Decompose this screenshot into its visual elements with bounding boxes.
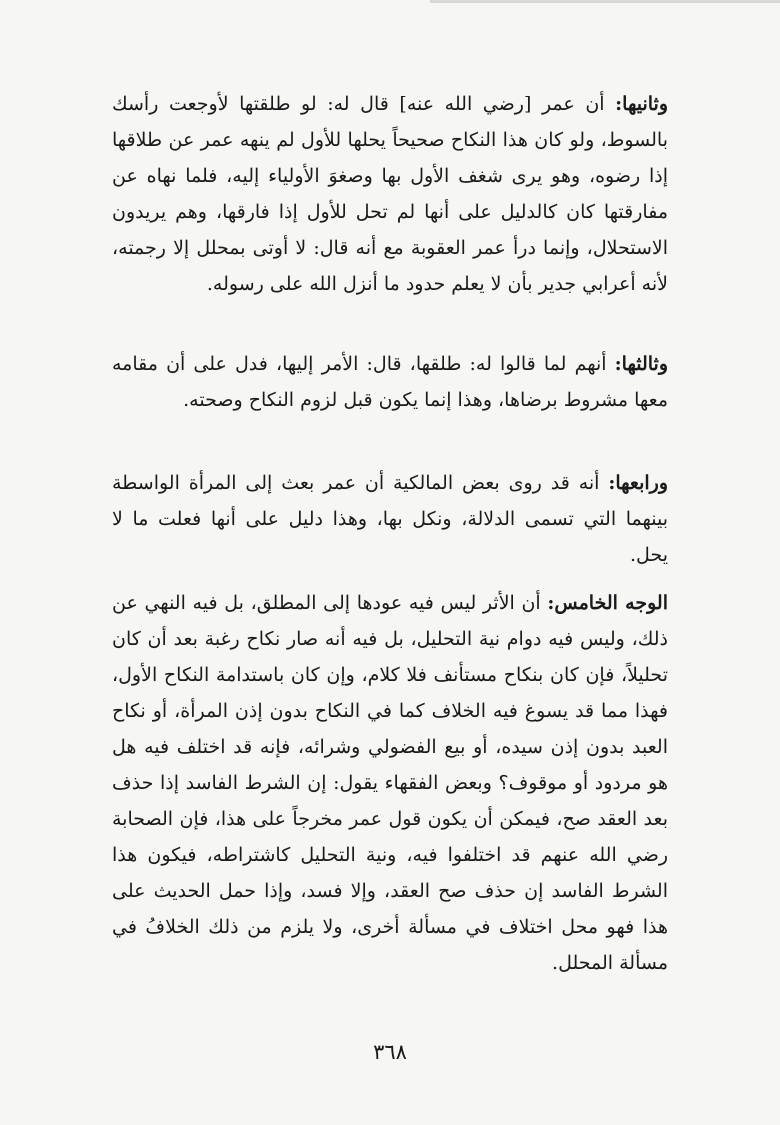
paragraph-text: أن عمر [رضي الله عنه] قال له: لو طلقتها لأوجعت رأسك بالسوط، ولو كان هذا النكاح صحيحاً يحلها للأول لم ينهه عمر عن طلاقها إذا رضوه، وهو يرى شغف الأول بها وصغوَ الأولياء إليه، فلما نهاه عن مفارقتها كان كالدليل على أنها لم تحل للأول إذا فارقها، وهم يريدون الاستحلال، وإنما درأ عمر العقوبة مع أنه قال: لا أوتى بمحلل إلا رجمته، لأنه أعرابي جدير بأن لا يعلم حدود ما أنزل الله على رسوله.: [112, 93, 668, 295]
paragraph-fifth-aspect: [112, 585, 668, 981]
paragraph-text: أن الأثر ليس فيه عودها إلى المطلق، بل فيه النهي عن ذلك، وليس فيه دوام نية التحليل، بل فيه أنه صار نكاح رغبة بعد أن كان تحليلاً، فإن كان بنكاح مستأنف فلا كلام، وإن كان باستدامة النكاح الأول، فهذا مما قد يسوغ فيه الخلاف كما في النكاح بدون إذن المرأة، أو نكاح العبد بدون إذن سيده، أو بيع الفضولي وشرائه، فإنه قد اختلف فيه هل هو مردود أو موقوف؟ وبعض الفقهاء يقول: إن الشرط الفاسد إذا حذف بعد العقد صح، فيمكن أن يكون قول عمر مخرجاً على هذا، فإن الصحابة رضي الله عنهم قد اختلفوا فيه، ونية التحليل كاشتراطه، فيكون هذا الشرط الفاسد إن حذف صح العقد، وإلا فسد، وإذا حمل الحديث على هذا فهو محل اختلاف في مسألة أخرى، ولا يلزم من ذلك الخلافُ في مسألة المحلل.: [112, 592, 668, 974]
paragraph-fourth-argument: [112, 465, 668, 573]
paragraph-text: أنهم لما قالوا له: طلقها، قال: الأمر إليها، فدل على أن مقامه معها مشروط برضاها، وهذا إنما يكون قبل لزوم النكاح وصحته.: [112, 353, 668, 411]
paragraph-body: [112, 86, 668, 302]
paragraph-body: [112, 585, 668, 981]
paragraph-third-argument: [112, 346, 668, 418]
paragraph-body: [112, 346, 668, 418]
paragraph-lead-term: وثانيها:: [615, 93, 668, 115]
paragraph-second-argument: [112, 86, 668, 302]
scan-edge-line: [430, 0, 780, 3]
paragraph-body: [112, 465, 668, 573]
paragraph-lead-term: ورابعها:: [608, 472, 668, 494]
paragraph-lead-term: الوجه الخامس:: [547, 592, 668, 614]
paragraph-text: أنه قد روى بعض المالكية أن عمر بعث إلى المرأة الواسطة بينهما التي تسمى الدلالة، ونكل بها، وهذا دليل على أنها فعلت ما لا يحل.: [112, 472, 668, 566]
paragraph-lead-term: وثالثها:: [614, 353, 668, 375]
page-number: ٣٦٨: [373, 1040, 407, 1064]
